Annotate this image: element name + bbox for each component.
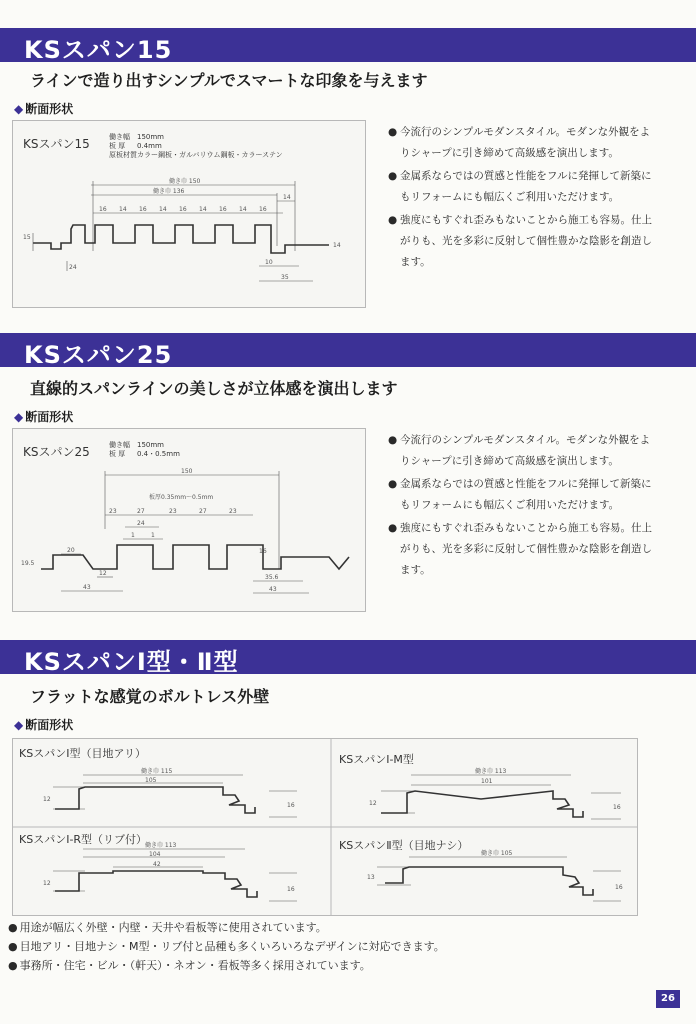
s2-dim-1b: 1 bbox=[151, 532, 155, 539]
section3-title: KSスパンⅠ型・Ⅱ型 bbox=[24, 648, 239, 676]
section1-model-name: KSスパン15 bbox=[23, 137, 90, 151]
s2-dim-43: 43 bbox=[83, 584, 91, 591]
diamond-icon: ◆ bbox=[14, 410, 24, 424]
s2-rib-dim: 23 bbox=[229, 508, 237, 515]
s2-dim-24: 24 bbox=[137, 520, 145, 527]
s2-dim-thickness: 板厚0.35mm～0.5mm bbox=[149, 494, 214, 501]
s1-dim-base-left: 24 bbox=[69, 264, 77, 271]
s2-rib-dims bbox=[109, 508, 237, 515]
s1-dim-base-small: 10 bbox=[265, 259, 273, 266]
cell-type2-section bbox=[331, 827, 637, 915]
c2-dim-101: 101 bbox=[481, 778, 493, 785]
section3-diagram-grid bbox=[12, 738, 638, 916]
page-number: 26 bbox=[656, 990, 680, 1008]
section2-headline: 直線的スパンラインの美しさが立体感を演出します bbox=[30, 379, 398, 398]
section2-title-band bbox=[0, 333, 696, 367]
s2-dim-43b: 43 bbox=[269, 586, 277, 593]
list-item: ● 強度にもすぐれ歪みもないことから施工も容易。仕上がりも、光を多彩に反射して個性豊かな陰影を創造します。 bbox=[388, 210, 660, 273]
s1-rib-dims bbox=[99, 206, 267, 213]
section2-specs: 働き幅 150mm 板 厚 0.4・0.5mm bbox=[109, 441, 180, 458]
section3-headline: フラットな感覚のボルトレス外壁 bbox=[30, 687, 270, 706]
c3-dim-work: 働き巾 113 bbox=[145, 842, 177, 849]
s2-dim-width: 150 bbox=[181, 468, 193, 475]
diamond-icon: ◆ bbox=[14, 102, 24, 116]
section1-cross-section bbox=[13, 121, 365, 307]
list-item: ● 用途が幅広く外壁・内壁・天井や看板等に使用されています。 bbox=[8, 921, 327, 934]
section1-title-band bbox=[0, 28, 696, 62]
cell-type1r-title: KSスパンⅠ-R型（リブ付） bbox=[19, 833, 148, 846]
section2-bullets bbox=[388, 430, 660, 583]
s1-dim-base-right: 35 bbox=[281, 274, 289, 281]
bullet-icon: ● bbox=[388, 434, 398, 446]
section1-headline: ラインで造り出すシンプルでスマートな印象を与えます bbox=[30, 71, 428, 90]
c2-dim-work: 働き巾 113 bbox=[475, 768, 507, 775]
list-item: ● 強度にもすぐれ歪みもないことから施工も容易。仕上がりも、光を多彩に反射して個性豊かな陰影を創造します。 bbox=[388, 518, 660, 581]
c3-dim-h-left: 12 bbox=[43, 880, 51, 887]
s2-dim-left-height: 19.5 bbox=[21, 560, 35, 567]
list-item: ● 今流行のシンプルモダンスタイル。モダンな外観をよりシャープに引き締めて高級感を演出します。 bbox=[388, 122, 660, 164]
s1-rib-dim: 14 bbox=[159, 206, 167, 213]
s1-rib-dim: 16 bbox=[219, 206, 227, 213]
s2-dim-356: 35.6 bbox=[265, 574, 279, 581]
s1-rib-dim: 14 bbox=[239, 206, 247, 213]
s1-rib-dim: 16 bbox=[179, 206, 187, 213]
c2-dim-h-right: 16 bbox=[613, 804, 621, 811]
section1-label: ◆ 断面形状 bbox=[14, 102, 74, 116]
section3-title-band bbox=[0, 640, 696, 674]
section2-title: KSスパン25 bbox=[24, 341, 173, 369]
c1-dim-work: 働き巾 115 bbox=[141, 768, 173, 775]
section3-label: ◆ 断面形状 bbox=[14, 718, 74, 732]
list-item: ● 目地アリ・目地ナシ・M型・リブ付と品種も多くいろいろなデザインに対応できます。 bbox=[8, 940, 445, 953]
c3-dim-42: 42 bbox=[153, 861, 161, 868]
bullet-icon: ● bbox=[388, 214, 398, 226]
s1-dim-work-width: 働き巾 150 bbox=[169, 178, 201, 185]
section2-label: ◆ 断面形状 bbox=[14, 410, 74, 424]
section1-specs: 働き幅 150mm 板 厚 0.4mm 原板材質カラー鋼板・ガルバリウム鋼板・カラーステン bbox=[109, 133, 283, 159]
s2-rib-dim: 23 bbox=[169, 508, 177, 515]
cell-type1r-section bbox=[13, 827, 331, 915]
bullet-icon: ● bbox=[388, 522, 398, 534]
diamond-icon: ◆ bbox=[14, 718, 24, 732]
s2-rib-dim: 27 bbox=[137, 508, 145, 515]
c4-dim-h-left: 13 bbox=[367, 874, 375, 881]
section2-cross-section bbox=[13, 429, 365, 611]
c2-dim-h-left: 12 bbox=[369, 800, 377, 807]
bullet-icon: ● bbox=[8, 959, 18, 972]
s1-rib-dim: 14 bbox=[199, 206, 207, 213]
s1-rib-dim: 16 bbox=[259, 206, 267, 213]
section2-model-name: KSスパン25 bbox=[23, 445, 90, 459]
s1-dim-inner: 働き巾 136 bbox=[153, 188, 185, 195]
list-item: ● 金属系ならではの質感と性能をフルに発揮して新築にもリフォームにも幅広くご利用いただけます。 bbox=[388, 166, 660, 208]
s1-rib-dim: 14 bbox=[119, 206, 127, 213]
bullet-icon: ● bbox=[8, 940, 18, 953]
section3-notes bbox=[8, 918, 445, 975]
s2-rib-dim: 23 bbox=[109, 508, 117, 515]
s2-dim-12: 12 bbox=[99, 570, 107, 577]
bullet-icon: ● bbox=[8, 921, 18, 934]
cell-type1-section bbox=[13, 739, 331, 827]
s2-rib-dim: 27 bbox=[199, 508, 207, 515]
cell-type2-title: KSスパンⅡ型（目地ナシ） bbox=[339, 839, 469, 852]
list-item: ● 事務所・住宅・ビル・（軒天）・ネオン・看板等多く採用されています。 bbox=[8, 959, 371, 972]
bullet-icon: ● bbox=[388, 478, 398, 490]
c1-dim-h-left: 12 bbox=[43, 796, 51, 803]
s2-dim-20: 20 bbox=[67, 547, 75, 554]
cell-type1-title: KSスパンⅠ型（目地アリ） bbox=[19, 747, 146, 760]
s1-dim-right-height: 14 bbox=[333, 242, 341, 249]
list-item: ● 今流行のシンプルモダンスタイル。モダンな外観をよりシャープに引き締めて高級感を演出します。 bbox=[388, 430, 660, 472]
section1-diagram-box bbox=[12, 120, 366, 308]
cell-type1m-title: KSスパンⅠ-M型 bbox=[339, 753, 414, 766]
s2-dim-1a: 1 bbox=[131, 532, 135, 539]
s1-rib-dim: 16 bbox=[99, 206, 107, 213]
section1-title: KSスパン15 bbox=[24, 36, 173, 64]
cell-type1m-section bbox=[331, 739, 637, 827]
c1-dim-105: 105 bbox=[145, 777, 157, 784]
list-item: ● 金属系ならではの質感と性能をフルに発揮して新築にもリフォームにも幅広くご利用いただけます。 bbox=[388, 474, 660, 516]
section2-diagram-box bbox=[12, 428, 366, 612]
s1-dim-tail: 14 bbox=[283, 194, 291, 201]
c1-dim-h-right: 16 bbox=[287, 802, 295, 809]
c3-dim-h-right: 16 bbox=[287, 886, 295, 893]
c4-dim-work: 働き巾 105 bbox=[481, 850, 513, 857]
c4-dim-h-right: 16 bbox=[615, 884, 623, 891]
bullet-icon: ● bbox=[388, 126, 398, 138]
s2-dim-16: 16 bbox=[259, 548, 267, 555]
s1-rib-dim: 16 bbox=[139, 206, 147, 213]
section1-bullets bbox=[388, 122, 660, 275]
s1-dim-left-height: 15 bbox=[23, 234, 31, 241]
bullet-icon: ● bbox=[388, 170, 398, 182]
c3-dim-104: 104 bbox=[149, 851, 161, 858]
